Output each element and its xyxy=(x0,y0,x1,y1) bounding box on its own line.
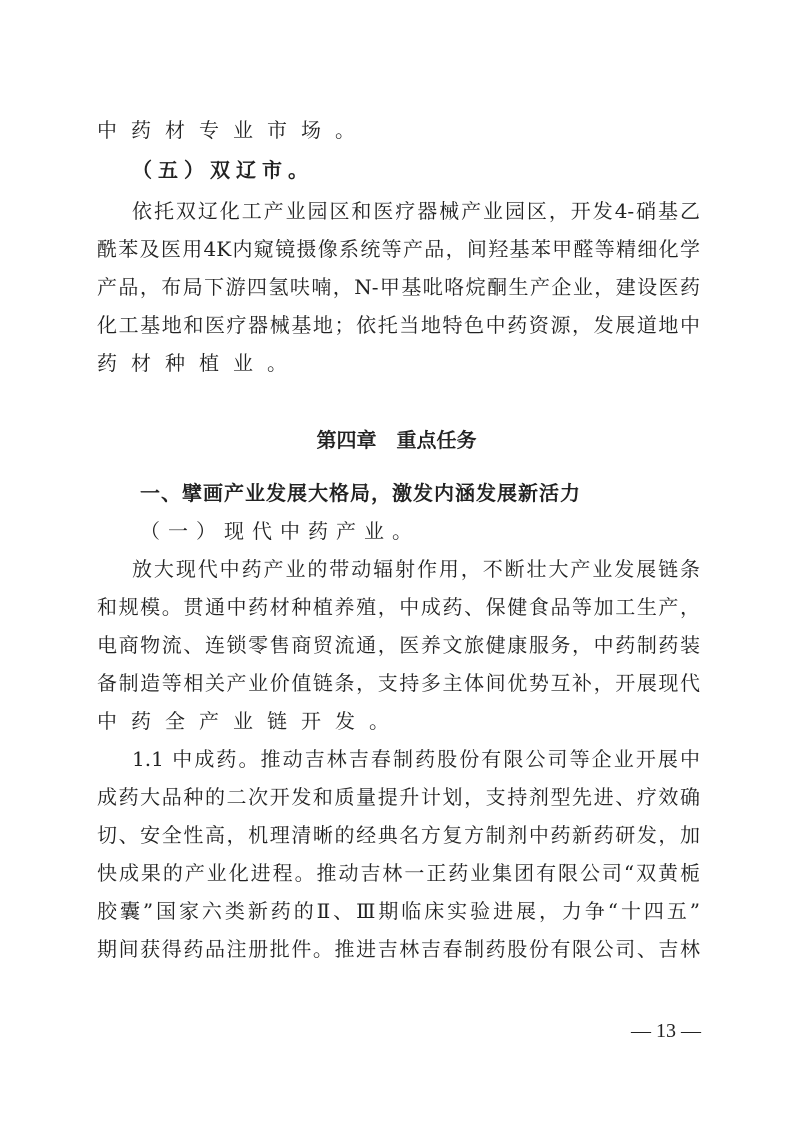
text-line: 成药大品种的二次开发和质量提升计划，支持剂型先进、疗效确 xyxy=(97,785,700,809)
text-line: 快成果的产业化进程。推动吉林一正药业集团有限公司“双黄栀 xyxy=(97,861,700,885)
text-line: 放大现代中药产业的带动辐射作用，不断壮大产业发展链条 xyxy=(132,557,700,581)
heading: 一、擘画产业发展大格局，激发内涵发展新活力 xyxy=(140,481,581,505)
text-line: 中药全产业链开发。 xyxy=(97,709,403,733)
text-line: 产品，布局下游四氢呋喃，N-甲基吡咯烷酮生产企业，建设医药 xyxy=(97,275,700,299)
text-line: 1.1 中成药。推动吉林吉春制药股份有限公司等企业开展中 xyxy=(132,747,700,771)
text-line: 切、安全性高，机理清晰的经典名方复方制剂中药新药研发，加 xyxy=(97,823,700,847)
text-line: 药材种植业。 xyxy=(97,351,301,375)
text-line: 备制造等相关产业价值链条，支持多主体间优势互补，开展现代 xyxy=(97,671,700,695)
section-title: （五）双辽市。 xyxy=(132,158,314,182)
text-line: 化工基地和医疗器械基地；依托当地特色中药资源，发展道地中 xyxy=(97,313,700,337)
text-line: 中药材专业市场。 xyxy=(97,118,369,142)
text-line: 依托双辽化工产业园区和医疗器械产业园区，开发4-硝基乙 xyxy=(132,199,700,223)
page-number: — 13 — xyxy=(631,1020,701,1042)
text-line: 胶囊”国家六类新药的Ⅱ、Ⅲ期临床实验进展，力争“十四五” xyxy=(97,899,700,923)
text-line: 和规模。贯通中药材种植养殖，中成药、保健食品等加工生产， xyxy=(97,595,700,619)
chapter-title: 第四章 重点任务 xyxy=(316,428,477,452)
subheading: （一）现代中药产业。 xyxy=(140,519,420,543)
text-line: 电商物流、连锁零售商贸流通，医养文旅健康服务，中药制药装 xyxy=(97,633,700,657)
text-line: 酰苯及医用4K内窥镜摄像系统等产品，间羟基苯甲醛等精细化学 xyxy=(97,237,700,261)
text-line: 期间获得药品注册批件。推进吉林吉春制药股份有限公司、吉林 xyxy=(97,937,700,961)
